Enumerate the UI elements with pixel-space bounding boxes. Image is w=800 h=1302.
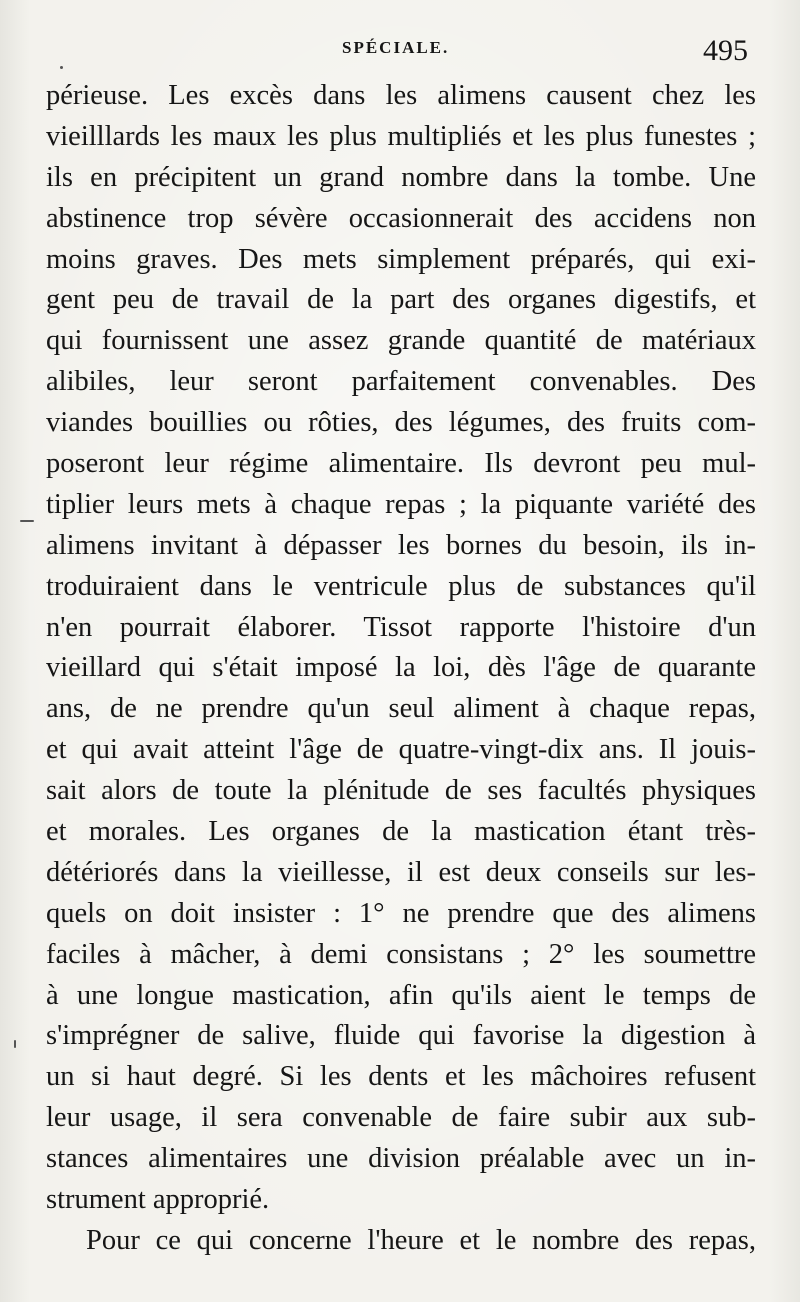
text-line: s'imprégner de salive, fluide qui favorise la digestion à bbox=[46, 1020, 756, 1052]
text-line: ans, de ne prendre qu'un seul aliment à chaque repas, bbox=[46, 693, 756, 725]
text-line: détériorés dans la vieillesse, il est deux conseils sur les- bbox=[46, 856, 756, 888]
paragraph-1 bbox=[46, 76, 756, 1221]
running-head bbox=[0, 34, 800, 67]
text-line: strument approprié. bbox=[46, 1184, 270, 1216]
ink-speck bbox=[14, 1040, 16, 1048]
text-line: moins graves. Des mets simplement préparés, qui exi- bbox=[46, 243, 756, 275]
text-line: alimens invitant à dépasser les bornes du besoin, ils in- bbox=[46, 529, 756, 561]
text-line: n'en pourrait élaborer. Tissot rapporte l'histoire d'un bbox=[46, 611, 756, 643]
text-line: poseront leur régime alimentaire. Ils devront peu mul- bbox=[46, 448, 756, 480]
text-line: viandes bouillies ou rôties, des légumes, des fruits com- bbox=[46, 407, 756, 439]
text-line: et qui avait atteint l'âge de quatre-vingt-dix ans. Il jouis- bbox=[46, 734, 756, 766]
text-line: périeuse. Les excès dans les alimens causent chez les bbox=[46, 80, 756, 111]
text-line: un si haut degré. Si les dents et les mâchoires refusent bbox=[46, 1061, 756, 1093]
text-line: tiplier leurs mets à chaque repas ; la piquante variété des bbox=[46, 488, 756, 520]
body-text bbox=[46, 76, 756, 1262]
ink-speck bbox=[20, 520, 34, 522]
running-title: SPÉCIALE. bbox=[342, 38, 450, 57]
text-line: ils en précipitent un grand nombre dans la tombe. Une bbox=[46, 161, 756, 193]
text-line: vieillard qui s'était imposé la loi, dès l'âge de quarante bbox=[46, 652, 756, 684]
text-line: stances alimentaires une division préalable avec un in- bbox=[46, 1143, 756, 1175]
text-line: abstinence trop sévère occasionnerait des accidens non bbox=[46, 202, 756, 234]
text-line: et morales. Les organes de la mastication étant très- bbox=[46, 816, 756, 848]
text-line: leur usage, il sera convenable de faire subir aux sub- bbox=[46, 1102, 756, 1134]
text-line: quels on doit insister : 1° ne prendre que des alimens bbox=[46, 897, 756, 929]
ink-speck bbox=[60, 66, 63, 69]
paragraph-2 bbox=[46, 1221, 756, 1262]
text-line: à une longue mastication, afin qu'ils aient le temps de bbox=[46, 979, 756, 1011]
text-line: troduiraient dans le ventricule plus de substances qu'il bbox=[46, 570, 756, 602]
text-line: alibiles, leur seront parfaitement convenables. Des bbox=[46, 366, 756, 398]
text-line: Pour ce qui concerne l'heure et le nombre des repas, bbox=[86, 1224, 756, 1256]
text-line: sait alors de toute la plénitude de ses facultés physiques bbox=[46, 775, 756, 807]
page-number: 495 bbox=[703, 34, 748, 67]
text-line: qui fournissent une assez grande quantité de matériaux bbox=[46, 325, 756, 357]
text-line: vieilllards les maux les plus multipliés et les plus funestes ; bbox=[46, 120, 756, 152]
text-line: gent peu de travail de la part des organes digestifs, et bbox=[46, 284, 756, 316]
text-line: faciles à mâcher, à demi consistans ; 2° les soumettre bbox=[46, 938, 756, 970]
